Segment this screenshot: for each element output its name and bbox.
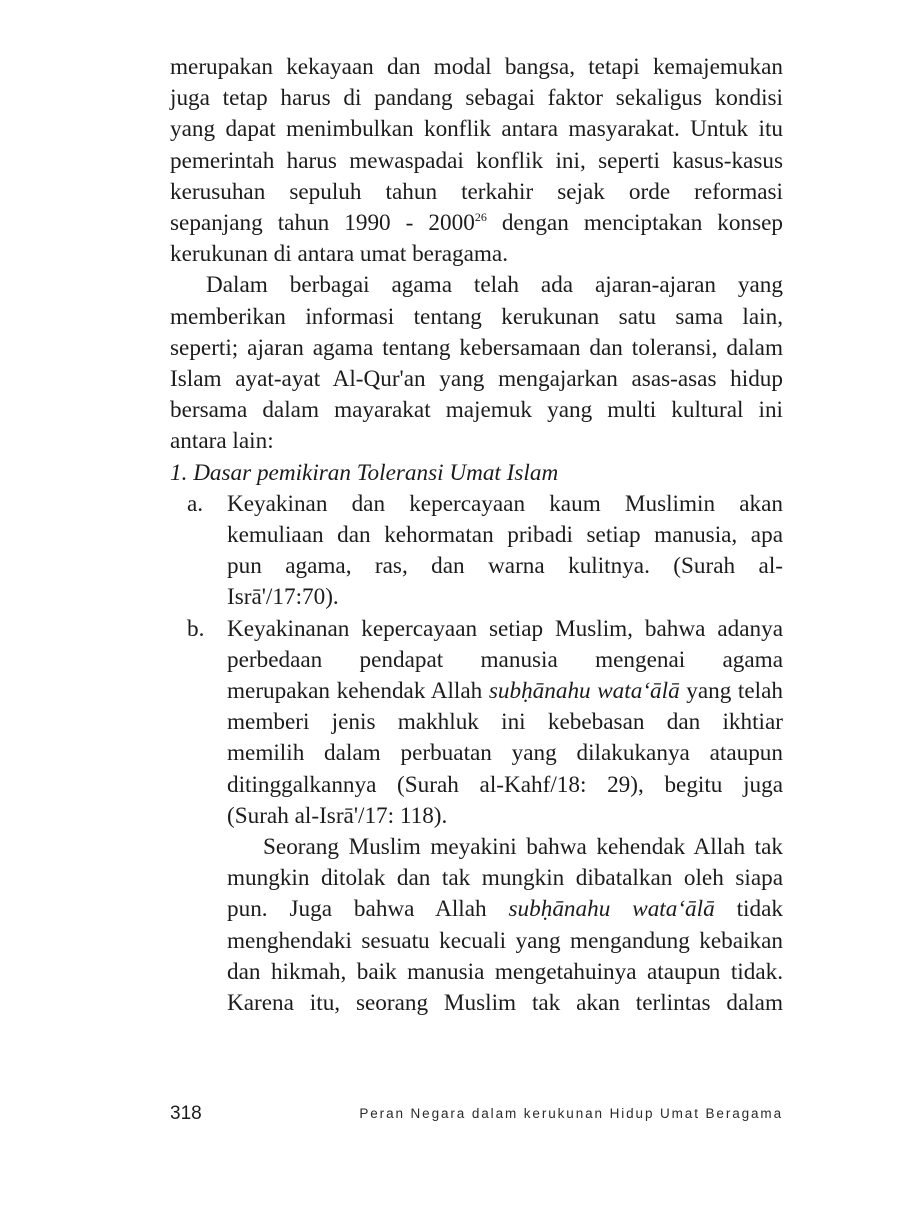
text-line: merupakan kekayaan dan modal bangsa, tetapi kemajemukan <box>170 54 783 80</box>
page-number: 318 <box>170 1103 202 1124</box>
text-line: mungkin ditolak dan tak mungkin dibatalkan oleh siapa <box>227 865 783 892</box>
text-line: memilih dalam perbuatan yang dilakukanya ataupun <box>227 740 783 767</box>
text-line: memberi jenis makhluk ini kebebasan dan ikhtiar <box>227 709 783 736</box>
running-title: Peran Negara dalam kerukunan Hidup Umat Beragama <box>359 1106 783 1121</box>
text-line: Karena itu, seorang Muslim tak akan terlintas dalam <box>227 990 783 1017</box>
arabic-honorific: subḥānahu wata‘ālā <box>508 896 715 923</box>
text-line: juga tetap harus di pandang sebagai faktor sekaligus kondisi <box>170 85 783 112</box>
text-line <box>227 676 783 707</box>
text-line: ditinggalkannya (Surah al-Kahf/18: 29), begitu juga <box>227 771 783 798</box>
text-line: seperti; ajaran agama tentang kebersamaan dan toleransi, dalam <box>170 334 783 361</box>
page-footer <box>170 1103 783 1131</box>
text-line: antara lain: <box>170 428 274 455</box>
list-item-b <box>170 614 783 832</box>
text-line: Dalam berbagai agama telah ada ajaran-ajaran yang <box>206 272 783 299</box>
text-line: pemerintah harus mewaspadai konflik ini, seperti kasus-kasus <box>170 147 783 174</box>
text-line: memberikan informasi tentang kerukunan satu sama lain, <box>170 303 783 330</box>
text-line: pun agama, ras, dan warna kulitnya. (Surah al- <box>227 553 783 580</box>
text-segment: tidak <box>714 896 783 923</box>
text-line: kemuliaan dan kehormatan pribadi setiap manusia, apa <box>227 522 783 549</box>
text-line: perbedaan pendapat manusia mengenai agama <box>227 646 783 673</box>
text-line: (Surah al-Isrā'/17: 118). <box>227 802 448 829</box>
text-segment: sepanjang tahun 1990 - 2000 <box>170 210 475 237</box>
text-line: Keyakinanan kepercayaan setiap Muslim, bahwa adanya <box>227 615 783 642</box>
text-line: yang dapat menimbulkan konflik antara masyarakat. Untuk itu <box>170 116 783 143</box>
text-line <box>170 208 783 239</box>
text-line <box>227 894 783 925</box>
section-heading: 1. Dasar pemikiran Toleransi Umat Islam <box>170 459 559 486</box>
text-line: Keyakinan dan kepercayaan kaum Muslimin akan <box>227 490 783 517</box>
text-line: kerusuhan sepuluh tahun terkahir sejak orde reformasi <box>170 178 783 205</box>
page-body <box>170 52 783 1019</box>
text-line: Isrā'/17:70). <box>227 584 339 611</box>
arabic-honorific: subḥānahu wata‘ālā <box>488 678 680 705</box>
paragraph-3 <box>170 832 783 1019</box>
list-marker: b. <box>187 615 205 642</box>
text-line: dan hikmah, baik manusia mengetahuinya ataupun tidak. <box>227 958 783 985</box>
text-segment: merupakan kehendak Allah <box>227 678 489 705</box>
paragraph-2 <box>170 270 783 457</box>
text-line: Islam ayat-ayat Al-Qur'an yang mengajarkan asas-asas hidup <box>170 366 783 393</box>
text-line: menghendaki sesuatu kecuali yang mengandung kebaikan <box>227 927 783 954</box>
list-item-a <box>170 489 783 614</box>
paragraph-1 <box>170 52 783 270</box>
footnote-reference[interactable]: 26 <box>474 210 487 225</box>
text-segment: pun. Juga bahwa Allah <box>227 896 509 923</box>
text-line: Seorang Muslim meyakini bahwa kehendak Allah tak <box>263 834 783 861</box>
text-line: kerukunan di antara umat beragama. <box>170 241 508 268</box>
text-line: bersama dalam mayarakat majemuk yang multi kultural ini <box>170 397 783 424</box>
text-segment: dengan menciptakan konsep <box>486 210 783 237</box>
text-segment: yang telah <box>679 678 783 705</box>
list-marker: a. <box>187 490 204 517</box>
